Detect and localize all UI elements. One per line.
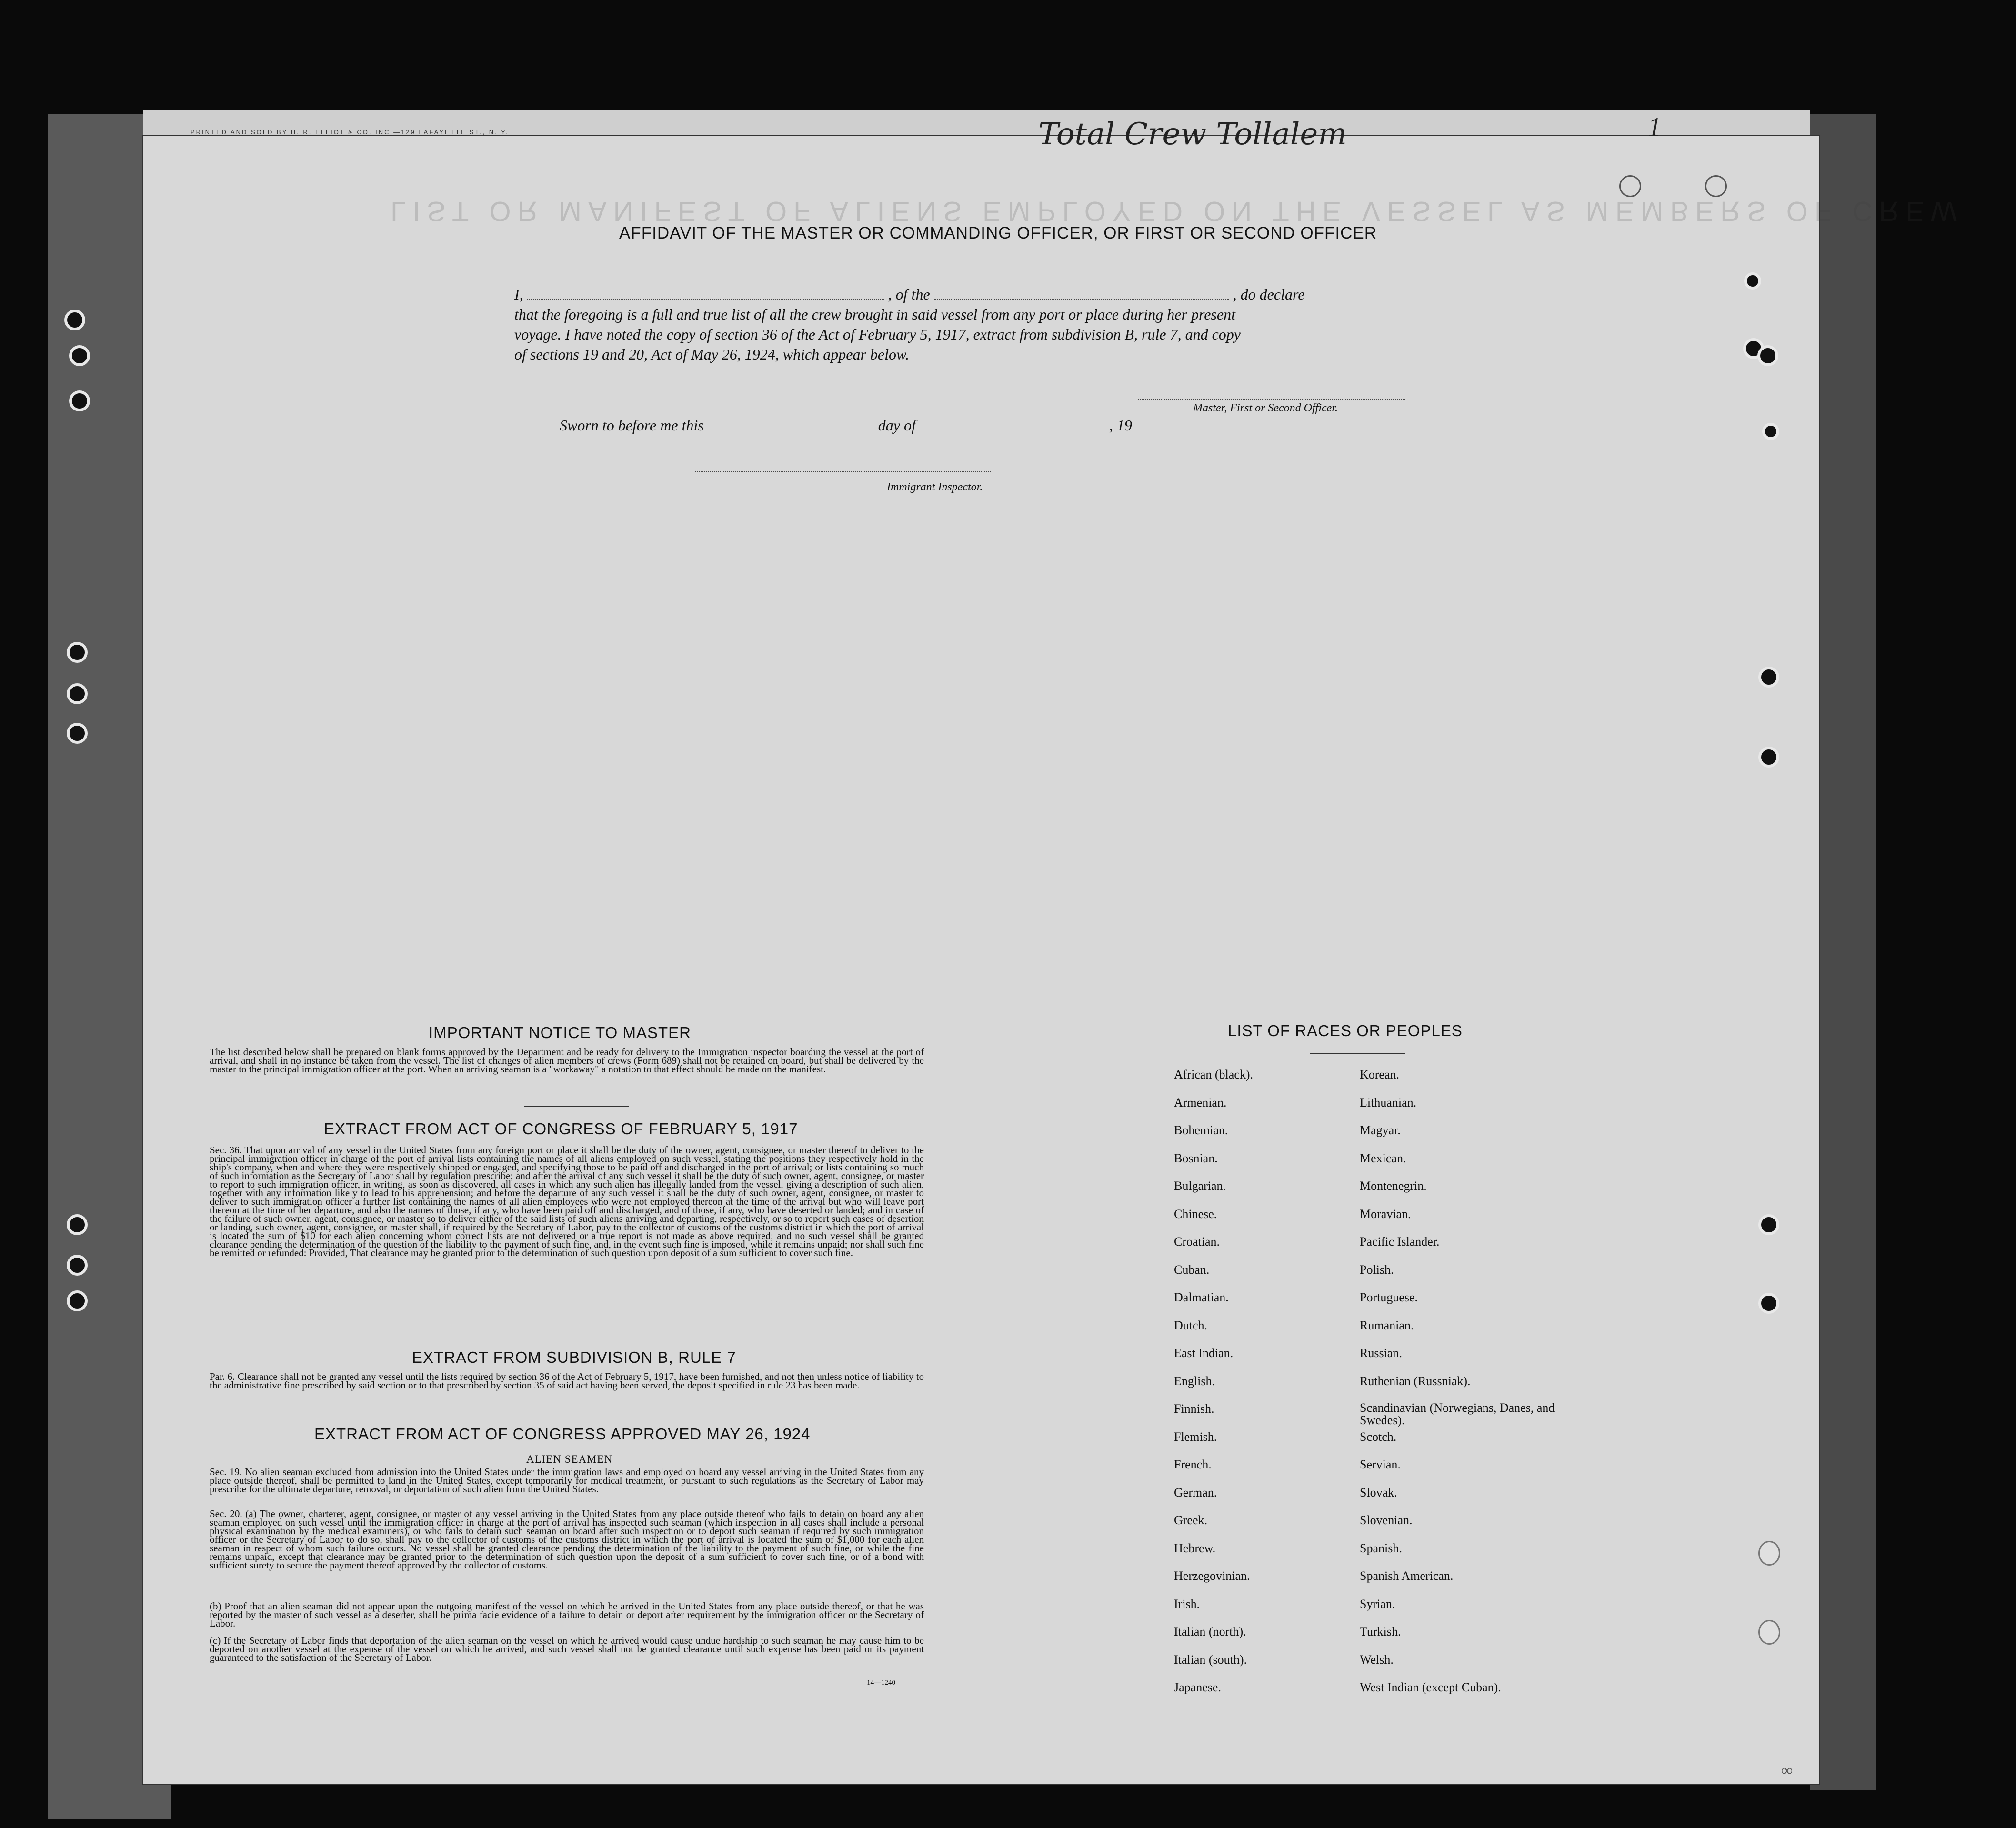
extract-rule7-title: EXTRACT FROM SUBDIVISION B, RULE 7: [412, 1349, 736, 1366]
punch-hole-top: [1705, 175, 1727, 197]
race-item: Pacific Islander.: [1360, 1235, 1440, 1249]
vessel-blank[interactable]: [934, 289, 1229, 300]
race-item: Finnish.: [1174, 1402, 1214, 1416]
race-item: French.: [1174, 1458, 1212, 1471]
race-item: Magyar.: [1360, 1123, 1401, 1137]
race-item: German.: [1174, 1485, 1217, 1499]
race-item: Servian.: [1360, 1458, 1401, 1471]
race-item: Moravian.: [1360, 1207, 1411, 1221]
punch-hole: [1762, 423, 1779, 440]
sheet-number: 1: [1648, 112, 1661, 142]
sec20c-text: (c) If the Secretary of Labor finds that deportation of the alien seaman on the vessel on which he arrived would cause undue hardship to such seaman he may cause him to be deported on another vessel at the expense of the vessel on which he arrived, and such vessel shall not be granted clearance until such expense has been paid or its payment guaranteed to the satisfaction of the Secretary of Labor.: [210, 1635, 924, 1663]
race-item: Scandinavian (Norwegians, Danes, and Swedes).: [1360, 1401, 1555, 1427]
punch-hole: [67, 642, 88, 663]
race-item: Flemish.: [1174, 1429, 1217, 1444]
race-item: Irish.: [1174, 1597, 1200, 1611]
race-item: Bulgarian.: [1174, 1179, 1226, 1193]
race-item: Chinese.: [1174, 1207, 1217, 1221]
inspector-signature-line[interactable]: [695, 471, 991, 472]
race-item: Spanish.: [1360, 1541, 1402, 1555]
affidavit-line-2: that the foregoing is a full and true list of all the crew brought in said vessel from any port or place during her present: [514, 306, 1235, 323]
notice-title: IMPORTANT NOTICE TO MASTER: [429, 1024, 692, 1041]
race-item: Dutch.: [1174, 1318, 1208, 1332]
notice-text: The list described below shall be prepared on blank forms approved by the Department and be ready for delivery to the Immigration inspector boarding the vessel at the port of arrival, and shall in no instance be taken from the vessel. The list of changes of alien members of crews (Form 689) shall not be retained on board, but shall be delivered by the master to the principal immigration officer at the port. When an arriving seaman is a "workaway" a notation to that effect should be made on the manifest.: [210, 1046, 924, 1075]
punch-hole: [67, 683, 88, 704]
master-caption: Master, First or Second Officer.: [1193, 402, 1338, 414]
alien-seamen-subtitle: ALIEN SEAMEN: [526, 1453, 613, 1465]
sec19-text: Sec. 19. No alien seaman excluded from admission into the United States under the immigration laws and employed on board any vessel arriving in the United States from any place outside thereof, shall be permitted to land in the United States, except temporarily for medical treatment, or pursuant to such regulations as the Secretary of Labor may prescribe for the ultimate departure, removal, or deportation of such alien from the United States.: [210, 1466, 924, 1495]
race-item: Montenegrin.: [1360, 1179, 1427, 1193]
race-item: Bosnian.: [1174, 1151, 1218, 1165]
race-item: Slovenian.: [1360, 1513, 1413, 1527]
handwritten-note: Total Crew Tollalem: [1038, 117, 1347, 152]
affidavit-line-4: of sections 19 and 20, Act of May 26, 1924, which appear below.: [514, 346, 909, 363]
races-title: LIST OF RACES OR PEOPLES: [1228, 1022, 1463, 1039]
punch-hole: [1758, 667, 1779, 688]
punch-hole: [67, 1214, 88, 1235]
races-right-column: [1360, 1068, 1560, 1708]
corner-mark: ∞: [1781, 1762, 1793, 1779]
punch-hole: [1744, 272, 1761, 290]
race-item: West Indian (except Cuban).: [1360, 1680, 1501, 1694]
race-item: Hebrew.: [1174, 1541, 1216, 1555]
race-item: Japanese.: [1174, 1680, 1221, 1694]
race-item: Slovak.: [1360, 1485, 1397, 1499]
punch-hole: [67, 723, 88, 744]
sworn-year-blank[interactable]: [1136, 420, 1179, 430]
race-item: Turkish.: [1360, 1625, 1401, 1638]
race-item: Spanish American.: [1360, 1569, 1454, 1583]
inspector-caption: Immigrant Inspector.: [887, 481, 983, 493]
race-item: Welsh.: [1360, 1652, 1394, 1667]
race-item: Ruthenian (Russniak).: [1360, 1374, 1471, 1388]
race-item: Cuban.: [1174, 1262, 1210, 1277]
race-item: Russian.: [1360, 1346, 1402, 1360]
race-item: Italian (south).: [1174, 1652, 1247, 1667]
bleed-through-heading: LIST OR MANIFEST OF ALIENS EMPLOYED ON THE VESSEL AS MEMBERS OF CREW: [391, 196, 1964, 227]
divider: [524, 1106, 629, 1107]
extract-rule7-text: Par. 6. Clearance shall not be granted any vessel until the lists required by section 36 of the Act of February 5, 1917, have been furnished, and not then unless notice of liability to the administrative fine prescribed by said section or to that prescribed by section 35 of said act having been served, the deposit specified in rule 23 has been made.: [210, 1371, 924, 1391]
race-item: Syrian.: [1360, 1597, 1395, 1611]
printer-line: PRINTED AND SOLD BY H. R. ELLIOT & CO. INC.—129 LAFAYETTE ST., N. Y.: [191, 129, 509, 136]
race-item: Mexican.: [1360, 1151, 1406, 1165]
extract-1917-text: Sec. 36. That upon arrival of any vessel in the United States from any foreign port or place it shall be the duty of the owner, agent, consignee, or master thereof to deliver to the principal immigration officer in charge of the port of arrival lists containing the names of all aliens employed on such vessel, stating the positions they respectively hold in the ship's company, when and where they were respectively shipped or engaged, and specifying those to be paid off and discharged in the port of arrival; or lists containing so much of such information as the Secretary of Labor shall by regulation prescribe; and after the arrival of any such vessel it shall be the duty of such owner, agent, consignee, or master to report to such immigration officer, in writing, as soon as discovered, all cases in which any such alien has illegally landed from the vessel, giving a description of such alien, together with any information likely to lead to his apprehension; and before the departure of any such vessel it shall be the duty of such owner, agent, consignee, or master to deliver to such immigration officer a further list containing the names of all alien employees who were not employed thereon at the time of the arrival but who will leave port thereon at the time of her departure, and also the names of those, if any, who have been paid off and discharged, and of those, if any, who have deserted or landed; and in case of the failure of such owner, agent, consignee, or master so to deliver either of the said lists of such aliens arriving and departing, respectively, or so to report such cases of desertion or landing, such owner, agent, consignee, or master shall, if required by the Secretary of Labor, pay to the collector of customs of the customs district in which the port of arrival is located the sum of $10 for each alien concerning whom correct lists are not delivered or a true report is not made as above required; and no such vessel shall be granted clearance pending the determination of the question of the liability to the payment of such fine, and, in the event such fine is imposed, while it remains unpaid; nor shall such fine be remitted or refunded: Provided, That clearance may be granted prior to the determination of such question upon deposit of a sum sufficient to cover such fine.: [210, 1144, 924, 1259]
race-item: Herzegovinian.: [1174, 1569, 1250, 1583]
name-blank[interactable]: [527, 289, 884, 300]
punch-hole-empty: [1758, 1541, 1780, 1566]
punch-hole: [67, 1255, 88, 1276]
race-item: Lithuanian.: [1360, 1095, 1417, 1109]
race-item: African (black).: [1174, 1068, 1254, 1081]
divider: [1310, 1053, 1405, 1054]
extract-1917-title: EXTRACT FROM ACT OF CONGRESS OF FEBRUARY 5, 1917: [324, 1120, 798, 1138]
race-item: Bohemian.: [1174, 1123, 1228, 1137]
sworn-label: Sworn to before me this: [560, 417, 704, 434]
race-item: Greek.: [1174, 1513, 1208, 1527]
race-item: Portuguese.: [1360, 1290, 1418, 1304]
race-item: English.: [1174, 1374, 1215, 1388]
race-item: Italian (north).: [1174, 1625, 1246, 1638]
races-left-column: [1174, 1068, 1253, 1708]
master-signature-line[interactable]: [1138, 399, 1405, 400]
punch-hole: [69, 390, 90, 411]
punch-hole: [67, 1290, 88, 1311]
punch-hole-top: [1619, 175, 1641, 197]
race-item: East Indian.: [1174, 1346, 1234, 1360]
sworn-month-blank[interactable]: [920, 420, 1105, 430]
race-item: Korean.: [1360, 1068, 1400, 1081]
punch-hole: [1758, 1293, 1779, 1314]
affidavit-line-3: voyage. I have noted the copy of section 36 of the Act of February 5, 1917, extract from subdivision B, rule 7, and copy: [514, 326, 1241, 343]
punch-hole: [69, 345, 90, 366]
extract-1924-title: EXTRACT FROM ACT OF CONGRESS APPROVED MAY 26, 1924: [314, 1425, 811, 1443]
sworn-day-blank[interactable]: [708, 420, 874, 430]
race-item: Croatian.: [1174, 1235, 1220, 1249]
punch-hole: [1758, 1214, 1779, 1235]
race-item: Rumanian.: [1360, 1318, 1414, 1332]
punch-hole: [64, 310, 85, 330]
race-item: Armenian.: [1174, 1095, 1227, 1109]
race-item: Dalmatian.: [1174, 1290, 1229, 1304]
affidavit-title: AFFIDAVIT OF THE MASTER OR COMMANDING OFFICER, OR FIRST OR SECOND OFFICER: [619, 224, 1377, 242]
affidavit-of-the: , of the: [888, 286, 930, 303]
sworn-day-of: day of: [878, 417, 916, 434]
affidavit-declare: , do declare: [1233, 286, 1305, 303]
sworn-line: [560, 417, 1226, 434]
affidavit-line-1: [514, 286, 1443, 303]
race-item: Polish.: [1360, 1262, 1394, 1277]
punch-hole: [1758, 747, 1779, 768]
punch-hole: [1757, 345, 1778, 366]
punch-hole-empty: [1758, 1620, 1780, 1645]
race-item: Scotch.: [1360, 1429, 1397, 1444]
affidavit-i: I,: [514, 286, 523, 303]
background-sheet-right: [1810, 114, 1876, 1790]
sec20a-text: Sec. 20. (a) The owner, charterer, agent, consignee, or master of any vessel arriving in the United States from any place outside thereof who fails to detain on board any alien seaman employed on such vessel until the immigration officer in charge at the port of arrival has inspected such seaman (which inspection in all cases shall include a personal physical examination by the medical examiners), or who fails to detain such seaman on board after such inspection or to deport such seaman if required by such immigration officer or the Secretary of Labor to do so, shall pay to the collector of customs of the customs district in which the port of arrival is located the sum of $1,000 for each alien seaman in respect of whom such failure occurs. No vessel shall be granted clearance pending the determination of the liability to the payment of such fine, or while the fine remains unpaid, except that clearance may be granted prior to the determination of such question upon the deposit of a sum sufficient to cover such fine, or of a bond with sufficient surety to secure the payment thereof approved by the collector of customs.: [210, 1508, 924, 1571]
form-number: 14—1240: [867, 1679, 895, 1687]
sworn-year: , 19: [1109, 417, 1132, 434]
sec20b-text: (b) Proof that an alien seaman did not appear upon the outgoing manifest of the vessel on which he arrived in the United States from any place outside thereof, or that he was reported by the master of such vessel as a deserter, shall be prima facie evidence of a failure to detain or deport after requirement by the immigration officer or the Secretary of Labor.: [210, 1600, 924, 1629]
